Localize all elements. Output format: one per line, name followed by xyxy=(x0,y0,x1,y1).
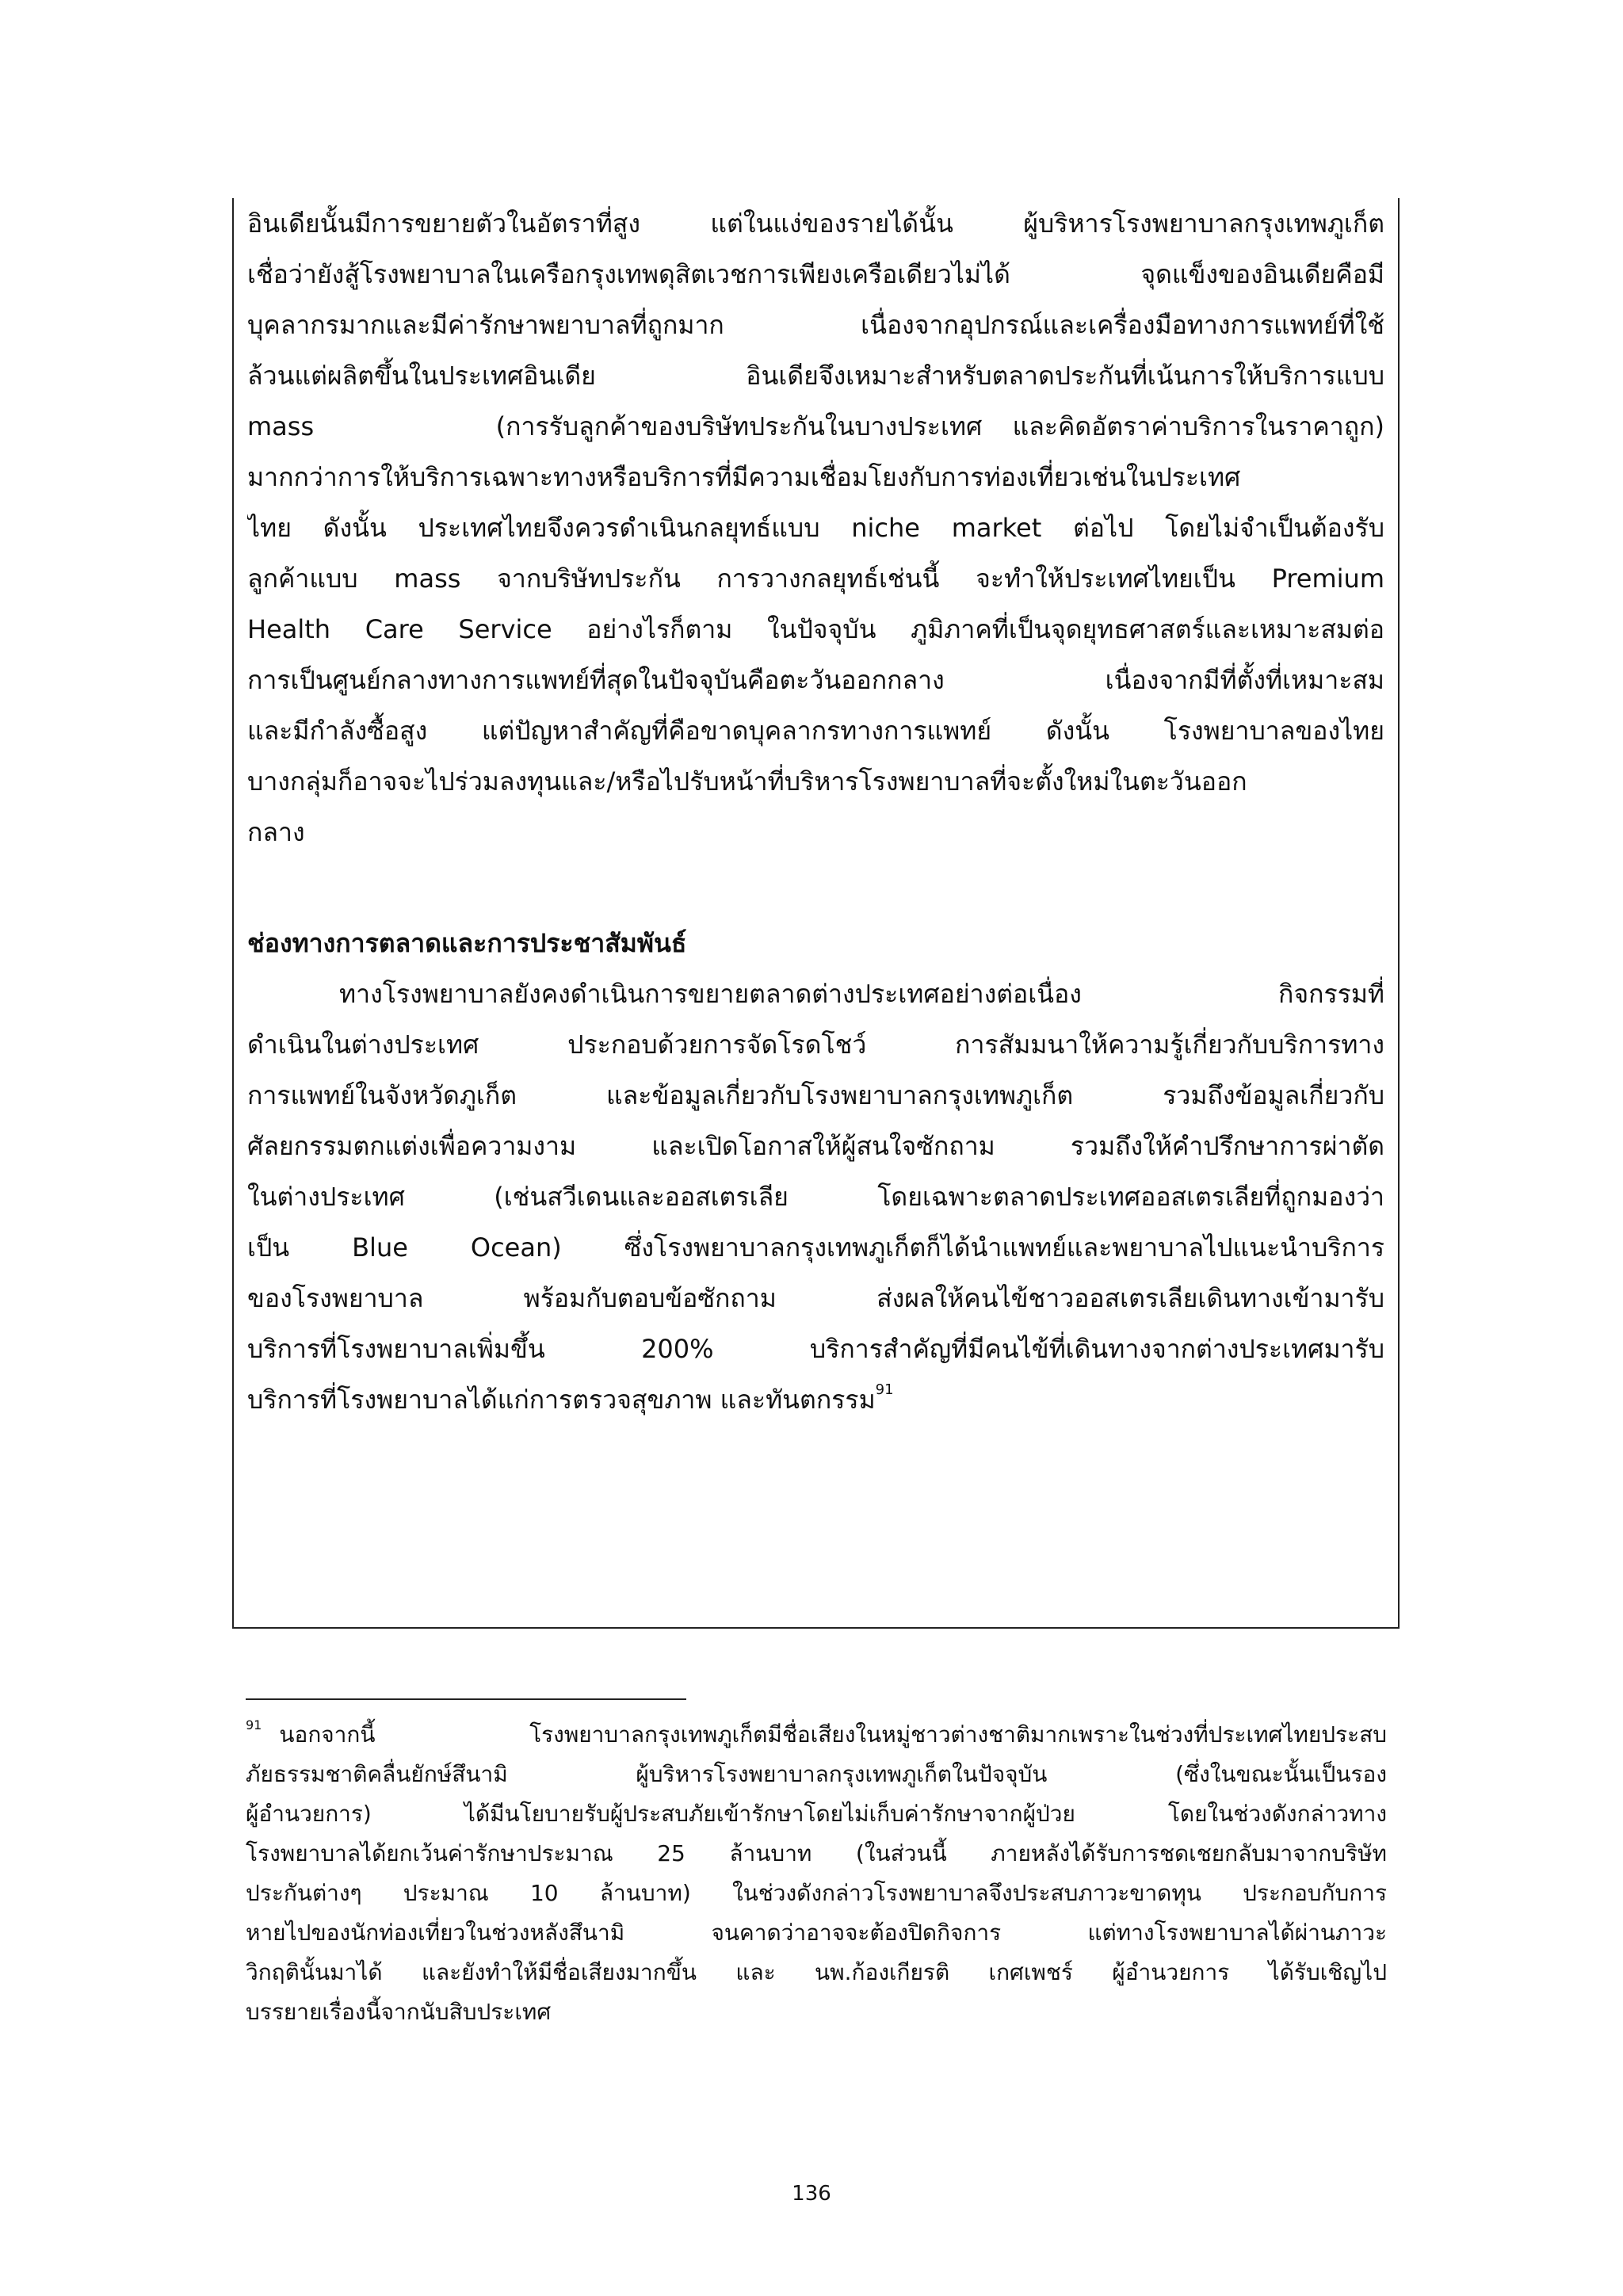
footnote-line xyxy=(246,1715,1387,1755)
section-heading: ช่องทางการตลาดและการประชาสัมพันธ์ xyxy=(247,928,687,958)
text-line: ล้วนแต่ผลิตขึ้นในประเทศอินเดีย อินเดียจึงเหมาะสำหรับตลาดประกันที่เน้นการให้บริการแบบ xyxy=(247,361,1384,391)
footnote-line: บรรยายเรื่องนี้จากนับสิบประเทศ xyxy=(246,1999,552,2025)
text-line: เป็น Blue Ocean) ซึ่งโรงพยาบาลกรุงเทพภูเก็ตก็ได้นำแพทย์และพยาบาลไปแนะนำบริการ xyxy=(247,1232,1384,1263)
footnote-reference[interactable]: 91 xyxy=(875,1381,894,1398)
text-line: ลูกค้าแบบ mass จากบริษัทประกัน การวางกลยุทธ์เช่นนี้ จะทำให้ประเทศไทยเป็น Premium xyxy=(247,563,1384,594)
text-line: ดำเนินในต่างประเทศ ประกอบด้วยการจัดโรดโชว์ การสัมมนาให้ความรู้เกี่ยวกับบริการทาง xyxy=(247,1030,1384,1060)
text-line: กลาง xyxy=(247,817,305,847)
text-line-content: บริการที่โรงพยาบาลได้แก่การตรวจสุขภาพ และทันตกรรม xyxy=(247,1385,876,1415)
footnote-line: หายไปของนักท่องเที่ยวในช่วงหลังสึนามิ จนคาดว่าอาจจะต้องปิดกิจการ แต่ทางโรงพยาบาลได้ผ่านภาวะ xyxy=(246,1920,1387,1946)
text-line: ในต่างประเทศ (เช่นสวีเดนและออสเตรเลีย โดยเฉพาะตลาดประเทศออสเตรเลียที่ถูกมองว่า xyxy=(247,1182,1384,1212)
text-line: มากกว่าการให้บริการเฉพาะทางหรือบริการที่มีความเชื่อมโยงกับการท่องเที่ยวเช่นในประเทศ xyxy=(247,462,1241,492)
footnote-line: ผู้อำนวยการ) ได้มีนโยบายรับผู้ประสบภัยเข้ารักษาโดยไม่เก็บค่ารักษาจากผู้ป่วย โดยในช่วงดังกล่าวทาง xyxy=(246,1801,1387,1827)
text-line: บริการที่โรงพยาบาลเพิ่มขึ้น 200% บริการสำคัญที่มีคนไข้ที่เดินทางจากต่างประเทศมารับ xyxy=(247,1334,1384,1364)
text-line: บางกลุ่มก็อาจจะไปร่วมลงทุนและ/หรือไปรับหน้าที่บริหารโรงพยาบาลที่จะตั้งใหม่ในตะวันออก xyxy=(247,766,1247,797)
text-line: ไทย ดังนั้น ประเทศไทยจึงควรดำเนินกลยุทธ์แบบ niche market ต่อไป โดยไม่จำเป็นต้องรับ xyxy=(247,513,1384,543)
boxed-content-body xyxy=(247,198,1384,1425)
text-line: และมีกำลังซื้อสูง แต่ปัญหาสำคัญที่คือขาดบุคลากรทางการแพทย์ ดังนั้น โรงพยาบาลของไทย xyxy=(247,716,1384,746)
footnote-91 xyxy=(246,1715,1387,2032)
footnote-mark: 91 xyxy=(246,1717,262,1733)
footnote-separator xyxy=(246,1698,686,1700)
footnote-line: วิกฤตินั้นมาได้ และยังทำให้มีชื่อเสียงมากขึ้น และ นพ.ก้องเกียรติ เกศเพชร์ ผู้อำนวยการ ได้รับเชิญไป xyxy=(246,1959,1387,1985)
text-line: การเป็นศูนย์กลางทางการแพทย์ที่สุดในปัจจุบันคือตะวันออกกลาง เนื่องจากมีที่ตั้งที่เหมาะสม xyxy=(247,665,1384,695)
text-line: ของโรงพยาบาล พร้อมกับตอบข้อซักถาม ส่งผลให้คนไข้ชาวออสเตรเลียเดินทางเข้ามารับ xyxy=(247,1283,1384,1313)
boxed-content xyxy=(232,198,1400,1629)
text-line: Health Care Service อย่างไรก็ตาม ในปัจจุบัน ภูมิภาคที่เป็นจุดยุทธศาสตร์และเหมาะสมต่อ xyxy=(247,614,1384,644)
footnote-line: ประกันต่างๆ ประมาณ 10 ล้านบาท) ในช่วงดังกล่าวโรงพยาบาลจึงประสบภาวะขาดทุน ประกอบกับการ xyxy=(246,1880,1387,1906)
text-line: การแพทย์ในจังหวัดภูเก็ต และข้อมูลเกี่ยวกับโรงพยาบาลกรุงเทพภูเก็ต รวมถึงข้อมูลเกี่ยวกับ xyxy=(247,1080,1384,1110)
paragraph-marketing-channels xyxy=(247,968,1384,1425)
text-line: เชื่อว่ายังสู้โรงพยาบาลในเครือกรุงเทพดุสิตเวชการเพียงเครือเดียวไม่ได้ จุดแข็งของอินเดียคือมี xyxy=(247,259,1384,289)
text-line: อินเดียนั้นมีการขยายตัวในอัตราที่สูง แต่ในแง่ของรายได้นั้น ผู้บริหารโรงพยาบาลกรุงเทพภูเก็ต xyxy=(247,208,1384,239)
page-number: 136 xyxy=(792,2182,831,2206)
footnote-line: โรงพยาบาลได้ยกเว้นค่ารักษาประมาณ 25 ล้านบาท (ในส่วนนี้ ภายหลังได้รับการชดเชยกลับมาจากบริษัท xyxy=(246,1840,1387,1866)
footnote-line: ภัยธรรมชาติคลื่นยักษ์สึนามิ ผู้บริหารโรงพยาบาลกรุงเทพภูเก็ตในปัจจุบัน (ซึ่งในขณะนั้นเป็นรอง xyxy=(246,1761,1387,1787)
text-line: ทางโรงพยาบาลยังคงดำเนินการขยายตลาดต่างประเทศอย่างต่อเนื่อง กิจกรรมที่ xyxy=(339,979,1384,1009)
text-line-with-footnote xyxy=(247,1374,1384,1425)
footnote-text: นอกจากนี้ โรงพยาบาลกรุงเทพภูเก็ตมีชื่อเสียงในหมู่ชาวต่างชาติมากเพราะในช่วงที่ประเทศไทยประสบ xyxy=(279,1721,1387,1748)
paragraph-india-market xyxy=(247,198,1384,858)
text-line: บุคลากรมากและมีค่ารักษาพยาบาลที่ถูกมาก เนื่องจากอุปกรณ์และเครื่องมือทางการแพทย์ที่ใช้ xyxy=(247,310,1384,340)
text-line: ศัลยกรรมตกแต่งเพื่อความงาม และเปิดโอกาสให้ผู้สนใจซักถาม รวมถึงให้คำปรึกษาการผ่าตัด xyxy=(247,1131,1384,1161)
text-line: mass (การรับลูกค้าของบริษัทประกันในบางประเทศ และคิดอัตราค่าบริการในราคาถูก) xyxy=(247,411,1384,441)
